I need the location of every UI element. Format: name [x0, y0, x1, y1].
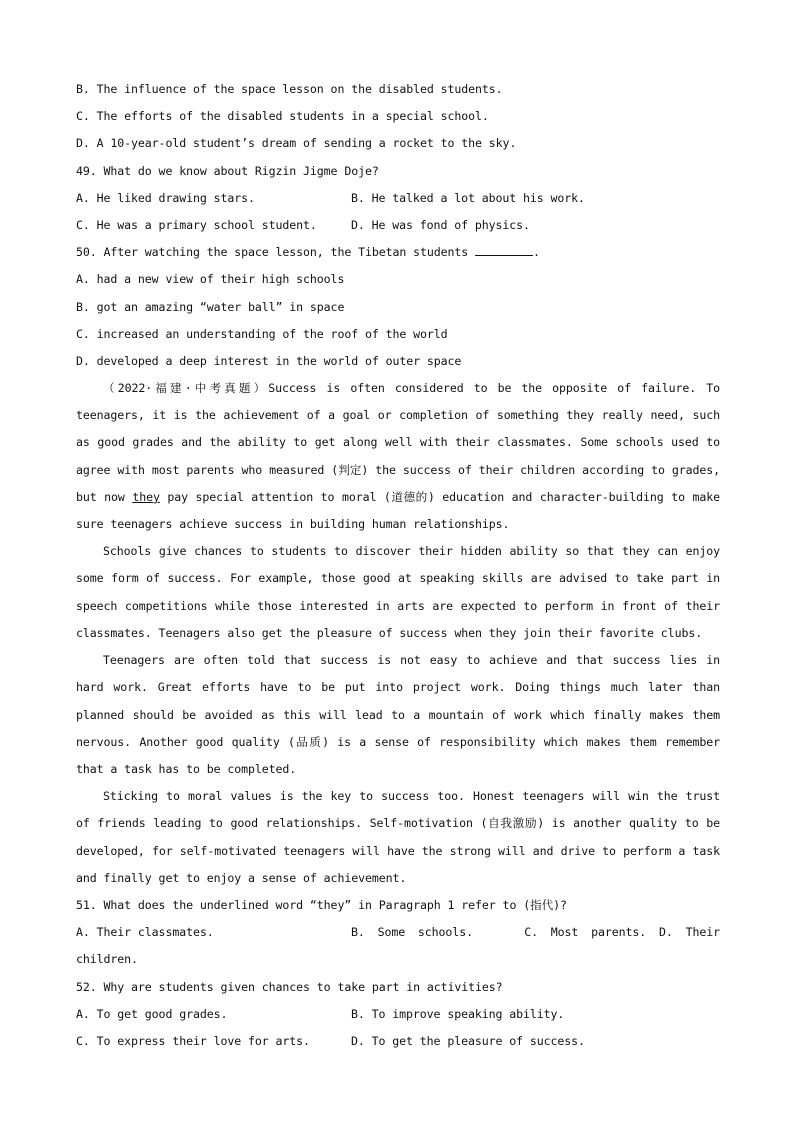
answer-blank: [475, 243, 533, 256]
q52-option-a: A. To get good grades.: [76, 1006, 228, 1021]
q51-option-c: C. Most parents.: [524, 925, 647, 940]
q48-option-d: D. A 10-year-old student’s dream of sending a rocket to the sky.: [76, 136, 517, 151]
q52-option-d: D. To get the pleasure of success.: [351, 1033, 585, 1048]
q50-option-a: A. had a new view of their high schools: [76, 272, 345, 287]
q48-option-b: B. The influence of the space lesson on the disabled students.: [76, 82, 503, 96]
q52-option-c: C. To express their love for arts.: [76, 1033, 310, 1048]
passage-paragraph-1: [76, 375, 720, 538]
passage-paragraph-2: Schools give chances to students to discover their hidden ability so that they can enjoy some form of success. For example, those good at speaking skills are advised to take part in speech competitions while those interested in arts are expected to perform in front of their classmates. Teenagers also get the pleasure of success when they join their favorite clubs.: [76, 544, 720, 640]
q52-options-row-1: [76, 1001, 720, 1028]
q50-option-b: B. got an amazing “water ball” in space: [76, 299, 345, 314]
q51-option-a: A. Their classmates.: [76, 925, 214, 940]
q50-option-d: D. developed a deep interest in the world of outer space: [76, 353, 462, 368]
passage-source: （2022·福建·中考真题）: [103, 381, 269, 396]
q49-option-b: B. He talked a lot about his work.: [351, 190, 585, 205]
q49-option-a: A. He liked drawing stars.: [76, 190, 255, 205]
passage-paragraph-3: Teenagers are often told that success is not easy to achieve and that success lies in hard work. Great efforts have to be put into project work. Doing things much later than planned should be avoided as this will lead to a mountain of work which finally makes them nervous. Another good quality (品质) is a sense of responsibility which makes them remember that a task has to be completed.: [76, 653, 720, 776]
q51-option-b: B. Some schools.: [351, 925, 473, 940]
q49-stem: 49. What do we know about Rigzin Jigme Doje?: [76, 163, 379, 178]
q49-option-c: C. He was a primary school student.: [76, 217, 317, 232]
underlined-word-they: they: [132, 489, 160, 504]
q51-options: [76, 919, 720, 973]
passage-p1-text-a: Success is often considered to be the opposite of failure. To teenagers, it is the achievement of a goal or completion of something they really need, such as good grades and the ability to get along well with their classmates. Some schools used to agree with most parents who measured (判定) the success of their children according to grades, but now: [76, 381, 721, 504]
q50-stem: [76, 239, 720, 266]
q50-option-c: C. increased an understanding of the roof of the world: [76, 326, 448, 341]
q49-options-row-1: [76, 185, 720, 212]
q49-option-d: D. He was fond of physics.: [351, 217, 530, 232]
passage-p1-text-b: pay special attention to moral (道德的) education and character-building to make sure teenagers achieve success in building human relationships.: [76, 489, 720, 532]
q51-stem: 51. What does the underlined word “they” in Paragraph 1 refer to (指代)?: [76, 897, 567, 912]
passage-paragraph-4: Sticking to moral values is the key to success too. Honest teenagers will win the trust of friends leading to good relationships. Self-motivation (自我激励) is another quality to be developed, for self-motivated teenagers will have the strong will and drive to perform a task and finally get to enjoy a sense of achievement.: [76, 789, 720, 885]
q50-stem-text: 50. After watching the space lesson, the Tibetan students: [76, 245, 476, 260]
q51-option-d: D. Their children.: [76, 925, 720, 967]
q48-option-c: C. The efforts of the disabled students in a special school.: [76, 109, 489, 124]
q52-option-b: B. To improve speaking ability.: [351, 1006, 565, 1021]
q52-stem: 52. Why are students given chances to take part in activities?: [76, 979, 503, 994]
q50-stem-end: .: [533, 245, 540, 260]
q52-options-row-2: [76, 1028, 720, 1055]
document-page: [76, 76, 720, 1055]
q49-options-row-2: [76, 212, 720, 239]
